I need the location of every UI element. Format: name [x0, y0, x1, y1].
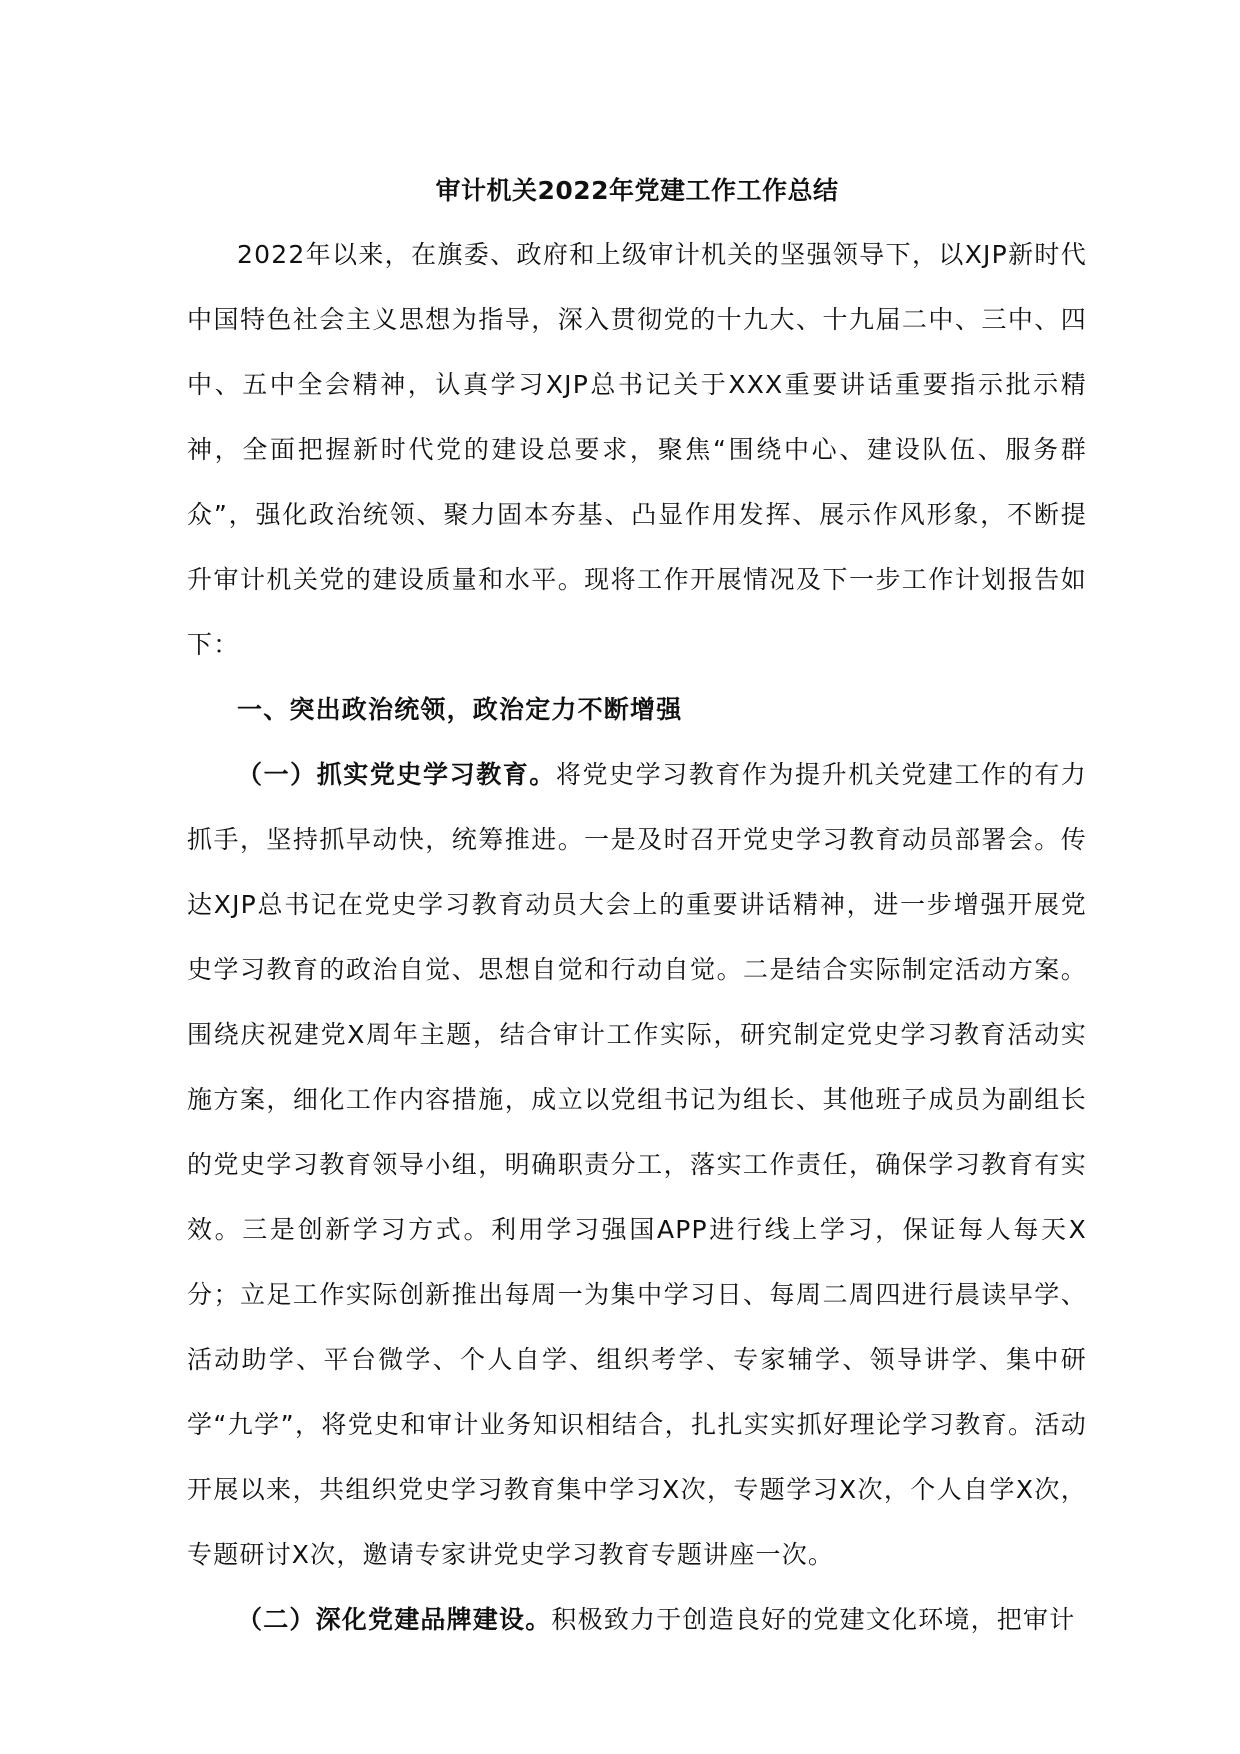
intro-paragraph: 2022年以来，在旗委、政府和上级审计机关的坚强领导下，以XJP新时代中国特色社会主义思想为指导，深入贯彻党的十九大、十九届二中、三中、四中、五中全会精神，认真学习XJP总书记关于XXX重要讲话重要指示批示精神，全面把握新时代党的建设总要求，聚焦“围绕中心、建设队伍、服务群众”，强化政治统领、聚力固本夯基、凸显作用发挥、展示作风形象，不断提升审计机关党的建设质量和水平。现将工作开展情况及下一步工作计划报告如下： — [187, 240, 1087, 659]
subsection-paragraph-2 — [187, 1587, 1087, 1652]
document-title: 审计机关2022年党建工作工作总结 — [435, 176, 839, 205]
subsection-paragraph-1 — [187, 742, 1087, 1587]
subsection-body-2: 积极致力于创造良好的党建文化环境，把审计 — [551, 1605, 1076, 1634]
document-page — [187, 176, 1087, 1652]
subsection-heading-1: （一）抓实党史学习教育。 — [237, 760, 556, 789]
subsection-body-1: 将党史学习教育作为提升机关党建工作的有力抓手，坚持抓早动快，统筹推进。一是及时召开党史学习教育动员部署会。传达XJP总书记在党史学习教育动员大会上的重要讲话精神，进一步增强开展党史学习教育的政治自觉、思想自觉和行动自觉。二是结合实际制定活动方案。围绕庆祝建党X周年主题，结合审计工作实际，研究制定党史学习教育活动实施方案，细化工作内容措施，成立以党组书记为组长、其他班子成员为副组长的党史学习教育领导小组，明确职责分工，落实工作责任，确保学习教育有实效。三是创新学习方式。利用学习强国APP进行线上学习，保证每人每天X分；立足工作实际创新推出每周一为集中学习日、每周二周四进行晨读早学、活动助学、平台微学、个人自学、组织考学、专家辅学、领导讲学、集中研学“九学”，将党史和审计业务知识相结合，扎扎实实抓好理论学习教育。活动开展以来，共组织党史学习教育集中学习X次，专题学习X次，个人自学X次，专题研讨X次，邀请专家讲党史学习教育专题讲座一次。 — [187, 760, 1087, 1569]
subsection-heading-2: （二）深化党建品牌建设。 — [237, 1605, 552, 1634]
section-heading-1: 一、突出政治统领，政治定力不断增强 — [237, 695, 683, 724]
